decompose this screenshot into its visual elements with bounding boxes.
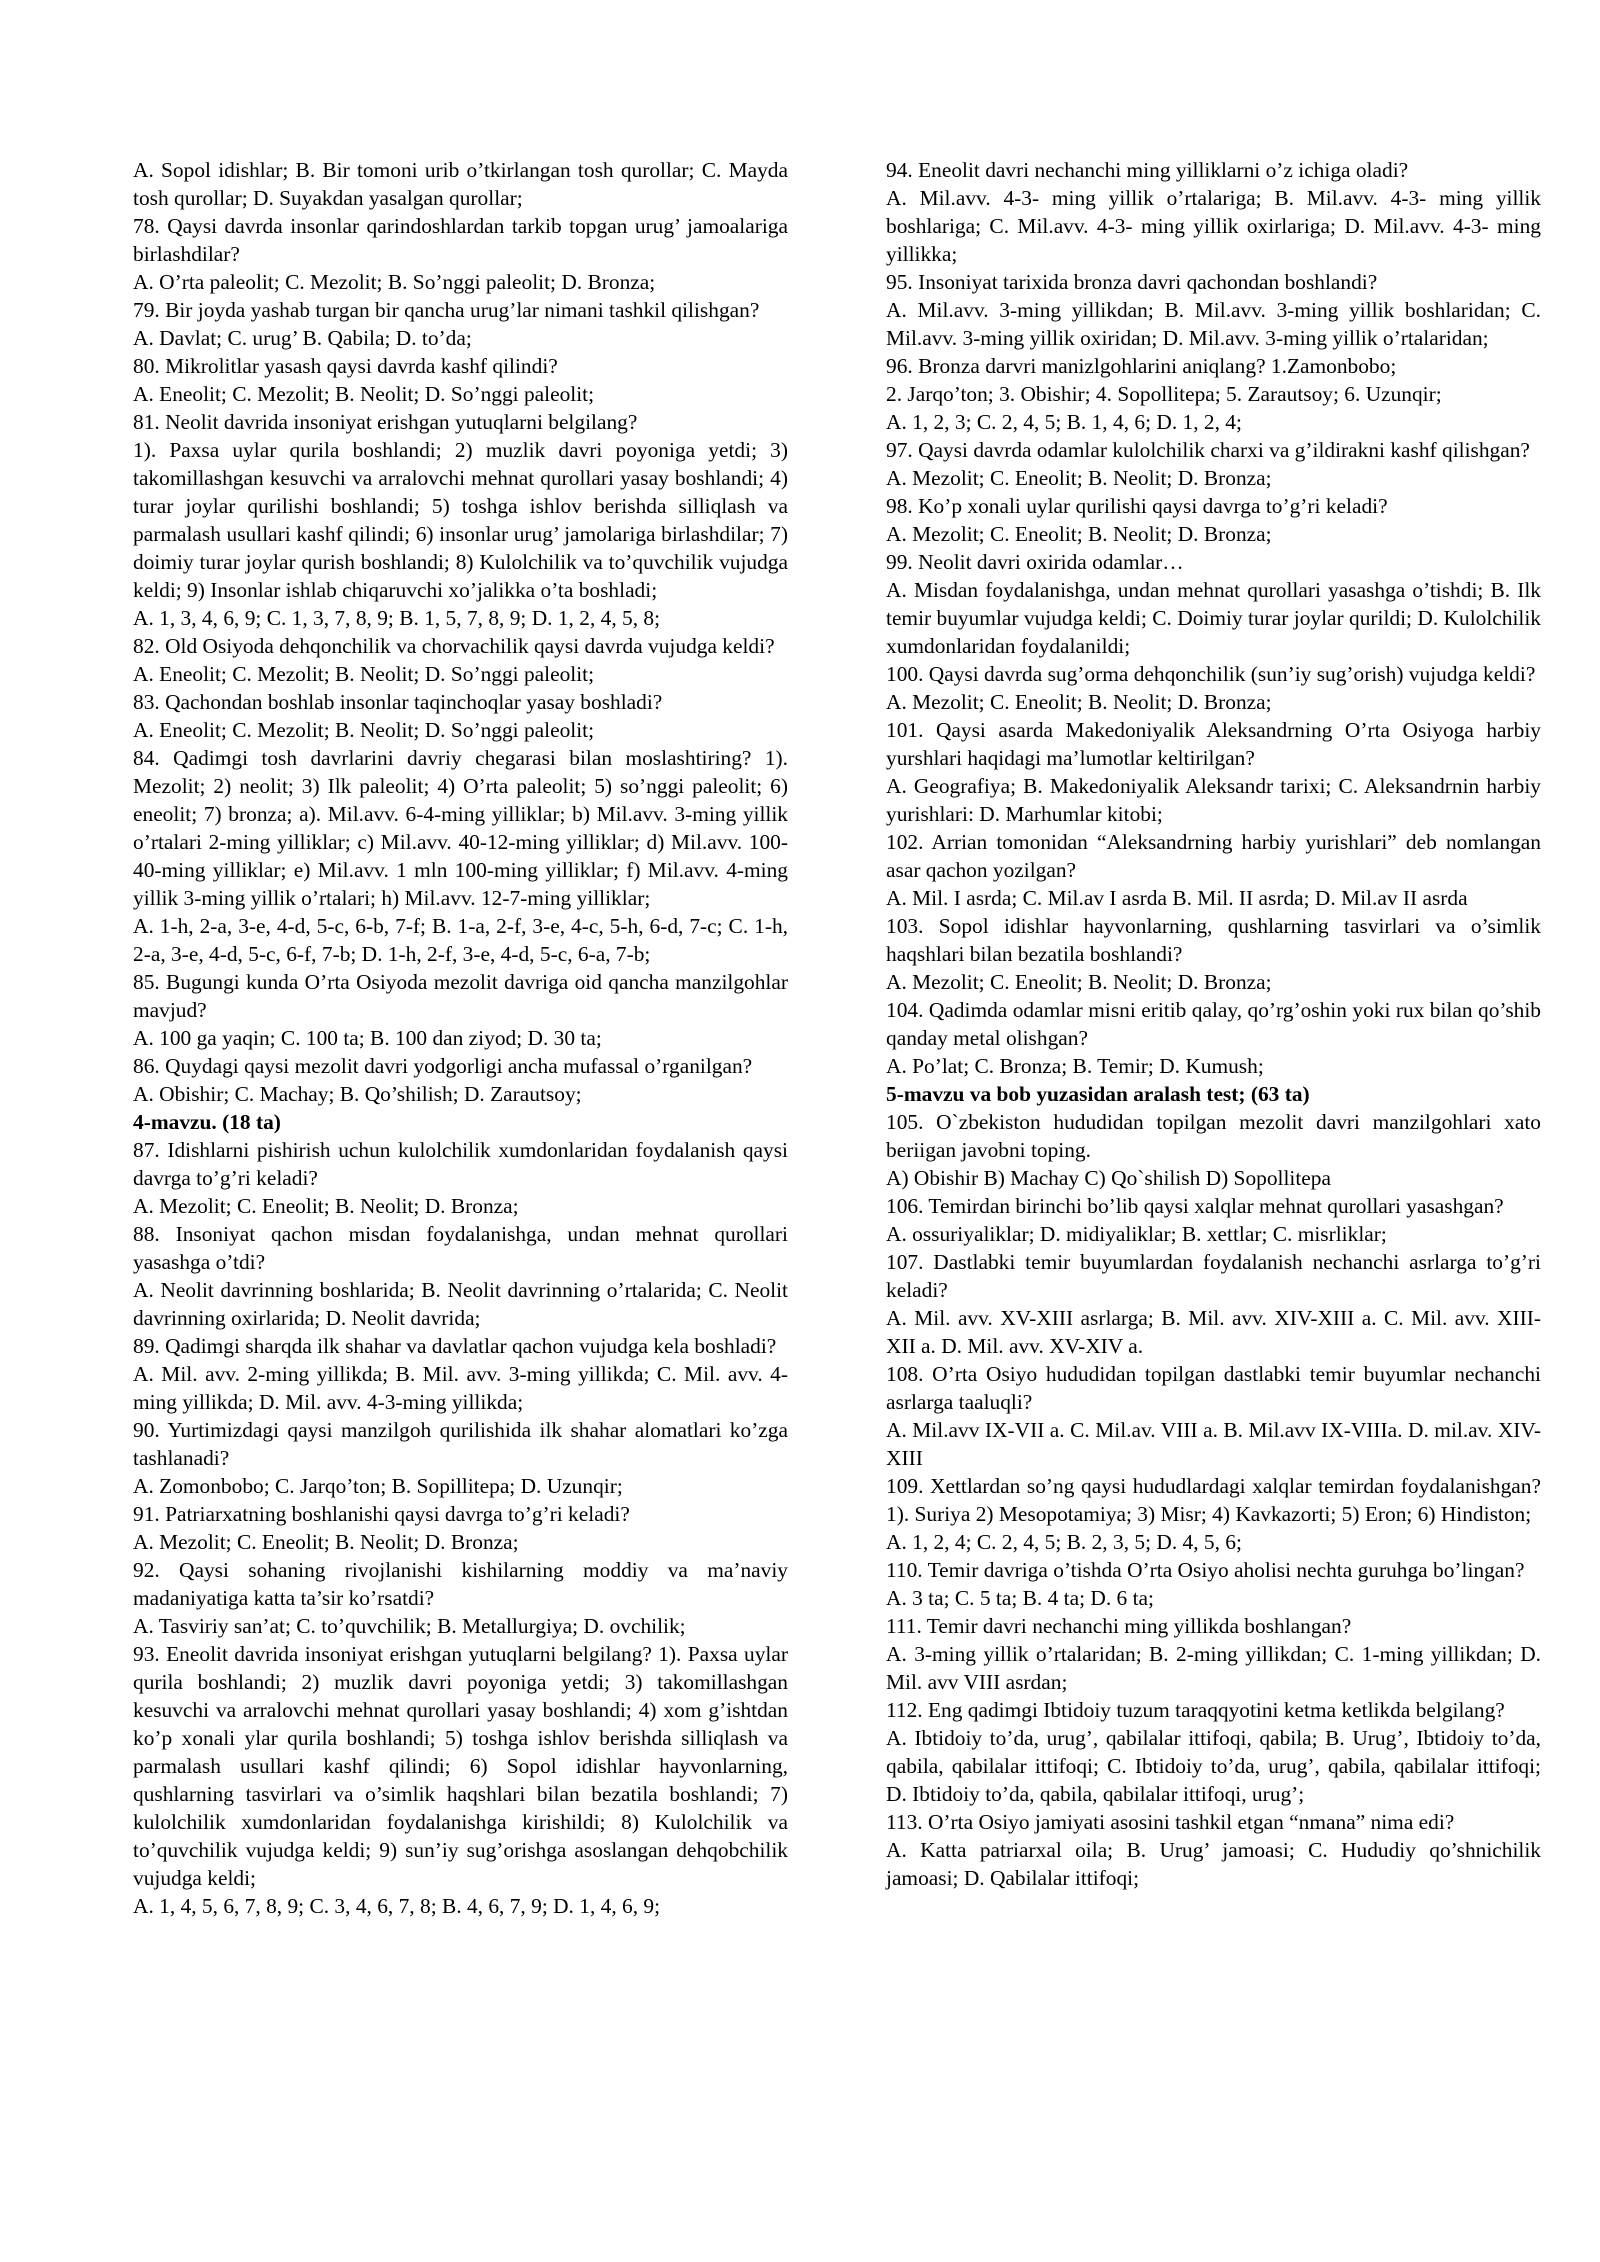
section-heading: 4-mavzu. (18 ta) — [133, 1110, 281, 1134]
question-text: A. 1, 4, 5, 6, 7, 8, 9; C. 3, 4, 6, 7, 8; B. 4, 6, 7, 9; D. 1, 4, 6, 9; — [133, 1894, 661, 1918]
question-text: A. 1, 2, 3; C. 2, 4, 5; B. 1, 4, 6; D. 1, 2, 4; — [886, 410, 1242, 434]
question-text: 92. Qaysi sohaning rivojlanishi kishilarning moddiy va ma’naviy madaniyatiga katta ta’sir ko’rsatdi? — [133, 1558, 788, 1610]
question-text: 104. Qadimda odamlar misni eritib qalay, qo’rg’oshin yoki rux bilan qo’shib qanday metal olishgan? — [886, 998, 1541, 1050]
section-heading: 5-mavzu va bob yuzasidan aralash test; (63 ta) — [886, 1082, 1310, 1106]
question-text: A. Mezolit; C. Eneolit; B. Neolit; D. Bronza; — [886, 970, 1272, 994]
question-text: 2. Jarqo’ton; 3. Obishir; 4. Sopollitepa; 5. Zarautsoy; 6. Uzunqir; — [886, 382, 1442, 406]
question-text: A. Mil.avv. 3-ming yillikdan; B. Mil.avv. 3-ming yillik boshlaridan; C. Mil.avv. 3-ming yillik oxiridan; D. Mil.avv. 3-ming yillik o’rtalaridan; — [886, 298, 1541, 350]
question-text: 106. Temirdan birinchi bo’lib qaysi xalqlar mehnat qurollari yasashgan? — [886, 1194, 1504, 1218]
question-text: 88. Insoniyat qachon misdan foydalanishga, undan mehnat qurollari yasashga o’tdi? — [133, 1222, 788, 1274]
question-text: A. Mil. avv. 2-ming yillikda; B. Mil. avv. 3-ming yillikda; C. Mil. avv. 4-ming yillikda; D. Mil. avv. 4-3-ming yillikda; — [133, 1362, 788, 1414]
question-text: A. Mezolit; C. Eneolit; B. Neolit; D. Bronza; — [886, 690, 1272, 714]
question-text: A. Mil. I asrda; C. Mil.av I asrda B. Mil. II asrda; D. Mil.av II asrda — [886, 886, 1468, 910]
question-text: A. 3-ming yillik o’rtalaridan; B. 2-ming yillikdan; C. 1-ming yillikdan; D. Mil. avv VIII asrdan; — [886, 1642, 1541, 1694]
question-text: A) Obishir B) Machay C) Qo`shilish D) Sopollitepa — [886, 1166, 1331, 1190]
question-text: 98. Ko’p xonali uylar qurilishi qaysi davrga to’g’ri keladi? — [886, 494, 1388, 518]
question-text: A. Ibtidoiy to’da, urug’, qabilalar ittifoqi, qabila; B. Urug’, Ibtidoiy to’da, qabila, qabilalar ittifoqi; C. Ibtidoiy to’da, urug’, qabila, qabilalar ittifoqi; D. Ibtidoiy to’da, qabila, qabilalar ittifoqi, urug’; — [886, 1726, 1541, 1806]
question-text: A. Zomonbobo; C. Jarqo’ton; B. Sopillitepa; D. Uzunqir; — [133, 1474, 623, 1498]
question-text: 109. Xettlardan so’ng qaysi hududlardagi xalqlar temirdan foydalanishgan? 1). Suriya 2) Mesopotamiya; 3) Misr; 4) Kavkazorti; 5) Eron; 6) Hindiston; — [886, 1474, 1541, 1526]
question-text: A. Mil.avv IX-VII a. C. Mil.av. VIII a. B. Mil.avv IX-VIIIa. D. mil.av. XIV-XIII — [886, 1418, 1541, 1470]
question-text: 113. O’rta Osiyo jamiyati asosini tashkil etgan “nmana” nima edi? — [886, 1810, 1455, 1834]
question-text: 94. Eneolit davri nechanchi ming yilliklarni o’z ichiga oladi? — [886, 158, 1409, 182]
question-text: A. O’rta paleolit; C. Mezolit; B. So’nggi paleolit; D. Bronza; — [133, 270, 656, 294]
question-text: A. Obishir; C. Machay; B. Qo’shilish; D. Zarautsoy; — [133, 1082, 582, 1106]
question-text: 103. Sopol idishlar hayvonlarning, qushlarning tasvirlari va o’simlik haqshlari bilan bezatila boshlandi? — [886, 914, 1541, 966]
question-text: A. Misdan foydalanishga, undan mehnat qurollari yasashga o’tishdi; B. Ilk temir buyumlar vujudga keldi; C. Doimiy turar joylar qurildi; D. Kulolchilik xumdonlaridan foydalanildi; — [886, 578, 1541, 658]
question-text: 80. Mikrolitlar yasash qaysi davrda kashf qilindi? — [133, 354, 558, 378]
question-text: A. Mezolit; C. Eneolit; B. Neolit; D. Bronza; — [133, 1194, 519, 1218]
question-text: 111. Temir davri nechanchi ming yillikda boshlangan? — [886, 1614, 1352, 1638]
question-text: A. Neolit davrinning boshlarida; B. Neolit davrinning o’rtalarida; C. Neolit davrinning oxirlarida; D. Neolit davrida; — [133, 1278, 788, 1330]
question-text: A. 1, 2, 4; C. 2, 4, 5; B. 2, 3, 5; D. 4, 5, 6; — [886, 1530, 1242, 1554]
question-text: A. 3 ta; C. 5 ta; B. 4 ta; D. 6 ta; — [886, 1586, 1154, 1610]
question-text: 102. Arrian tomonidan “Aleksandrning harbiy yurishlari” deb nomlangan asar qachon yozilgan? — [886, 830, 1541, 882]
question-text: 90. Yurtimizdagi qaysi manzilgoh qurilishida ilk shahar alomatlari ko’zga tashlanadi? — [133, 1418, 788, 1470]
question-text: A. Katta patriarxal oila; B. Urug’ jamoasi; C. Hududiy qo’shnichilik jamoasi; D. Qabilalar ittifoqi; — [886, 1838, 1541, 1890]
question-text: 105. O`zbekiston hududidan topilgan mezolit davri manzilgohlari xato beriigan javobni toping. — [886, 1110, 1541, 1162]
question-text: A. Po’lat; C. Bronza; B. Temir; D. Kumush; — [886, 1054, 1264, 1078]
question-text: 100. Qaysi davrda sug’orma dehqonchilik (sun’iy sug’orish) vujudga keldi? — [886, 662, 1536, 686]
question-text: 96. Bronza darvri manizlgohlarini aniqlang? 1.Zamonbobo; — [886, 354, 1397, 378]
question-text: A. Mezolit; C. Eneolit; B. Neolit; D. Bronza; — [886, 522, 1272, 546]
question-text: A. Mezolit; C. Eneolit; B. Neolit; D. Bronza; — [886, 466, 1272, 490]
question-text: A. 1-h, 2-a, 3-e, 4-d, 5-c, 6-b, 7-f; B. 1-a, 2-f, 3-e, 4-c, 5-h, 6-d, 7-c; C. 1-h, 2-a, 3-e, 4-d, 5-c, 6-f, 7-b; D. 1-h, 2-f, 3-e, 4-d, 5-c, 6-a, 7-b; — [133, 914, 788, 966]
question-text: 89. Qadimgi sharqda ilk shahar va davlatlar qachon vujudga kela boshladi? — [133, 1334, 777, 1358]
question-text: 93. Eneolit davrida insoniyat erishgan yutuqlarni belgilang? 1). Paxsa uylar qurila boshlandi; 2) muzlik davri poyoniga yetdi; 3) takomillashgan kesuvchi va arralovchi mehnat qurollari yasay boshlandi; 4) xom g’ishtdan ko’p xonali ylar qurila boshlandi; 5) toshga ishlov berishda silliqlash va parmalash usullari kashf qilindi; 6) Sopol idishlar hayvonlarning, qushlarning tasvirlari va o’simlik haqshlari bilan bezatila boshlandi; 7) kulolchilik xumdonlaridan foydalanishga kirishildi; 8) Kulolchilik va to’quvchilik vujudga keldi; 9) sun’iy sug’orishga asoslangan dehqobchilik vujudga keldi; — [133, 1642, 788, 1890]
right-column — [886, 156, 1541, 2262]
question-text: 81. Neolit davrida insoniyat erishgan yutuqlarni belgilang? — [133, 410, 638, 434]
question-text: 99. Neolit davri oxirida odamlar… — [886, 550, 1184, 574]
question-text: A. Mezolit; C. Eneolit; B. Neolit; D. Bronza; — [133, 1530, 519, 1554]
question-text: A. Tasviriy san’at; C. to’quvchilik; B. Metallurgiya; D. ovchilik; — [133, 1614, 686, 1638]
question-text: A. Sopol idishlar; B. Bir tomoni urib o’tkirlangan tosh qurollar; C. Mayda tosh qurollar; D. Suyakdan yasalgan qurollar; — [133, 158, 788, 210]
question-text: 85. Bugungi kunda O’rta Osiyoda mezolit davriga oid qancha manzilgohlar mavjud? — [133, 970, 788, 1022]
question-text: 83. Qachondan boshlab insonlar taqinchoqlar yasay boshladi? — [133, 690, 663, 714]
question-text: A. Davlat; C. urug’ B. Qabila; D. to’da; — [133, 326, 472, 350]
question-text: A. Eneolit; C. Mezolit; B. Neolit; D. So’nggi paleolit; — [133, 718, 595, 742]
question-text: 84. Qadimgi tosh davrlarini davriy chegarasi bilan moslashtiring? 1). Mezolit; 2) neolit; 3) Ilk paleolit; 4) O’rta paleolit; 5) so’nggi paleolit; 6) eneolit; 7) bronza; a). Mil.avv. 6-4-ming yilliklar; b) Mil.avv. 3-ming yillik o’rtalari 2-ming yilliklar; c) Mil.avv. 40-12-ming yilliklar; d) Mil.avv. 100-40-ming yilliklar; e) Mil.avv. 1 mln 100-ming yilliklar; f) Mil.avv. 4-ming yillik 3-ming yillik o’rtalari; h) Mil.avv. 12-7-ming yilliklar; — [133, 746, 788, 910]
question-text: 79. Bir joyda yashab turgan bir qancha urug’lar nimani tashkil qilishgan? — [133, 298, 760, 322]
question-text: 101. Qaysi asarda Makedoniyalik Aleksandrning O’rta Osiyoga harbiy yurshlari haqidagi ma’lumotlar keltirilgan? — [886, 718, 1541, 770]
question-text: A. ossuriyaliklar; D. midiyaliklar; B. xettlar; C. misrliklar; — [886, 1222, 1387, 1246]
left-column — [133, 156, 788, 2262]
question-text: A. Mil.avv. 4-3- ming yillik o’rtalariga; B. Mil.avv. 4-3- ming yillik boshlariga; C. Mil.avv. 4-3- ming yillik oxirlariga; D. Mil.avv. 4-3- ming yillikka; — [886, 186, 1541, 266]
question-text: 87. Idishlarni pishirish uchun kulolchilik xumdonlaridan foydalanish qaysi davrga to’g’ri keladi? — [133, 1138, 788, 1190]
question-text: 91. Patriarxatning boshlanishi qaysi davrga to’g’ri keladi? — [133, 1502, 630, 1526]
question-text: A. Mil. avv. XV-XIII asrlarga; B. Mil. avv. XIV-XIII a. C. Mil. avv. XIII-XII a. D. Mil. avv. XV-XIV a. — [886, 1306, 1541, 1358]
question-text: A. 100 ga yaqin; C. 100 ta; B. 100 dan ziyod; D. 30 ta; — [133, 1026, 602, 1050]
question-text: 86. Quydagi qaysi mezolit davri yodgorligi ancha mufassal o’rganilgan? — [133, 1054, 753, 1078]
question-text: 95. Insoniyat tarixida bronza davri qachondan boshlandi? — [886, 270, 1378, 294]
question-text: 78. Qaysi davrda insonlar qarindoshlardan tarkib topgan urug’ jamoalariga birlashdilar? — [133, 214, 788, 266]
question-text: 110. Temir davriga o’tishda O’rta Osiyo aholisi nechta guruhga bo’lingan? — [886, 1558, 1525, 1582]
question-text: A. Eneolit; C. Mezolit; B. Neolit; D. So’nggi paleolit; — [133, 662, 595, 686]
question-text: A. Geografiya; B. Makedoniyalik Aleksandr tarixi; C. Aleksandrnin harbiy yurishlari: D. Marhumlar kitobi; — [886, 774, 1541, 826]
question-text: 107. Dastlabki temir buyumlardan foydalanish nechanchi asrlarga to’g’ri keladi? — [886, 1250, 1541, 1302]
question-text: 1). Paxsa uylar qurila boshlandi; 2) muzlik davri poyoniga yetdi; 3) takomillashgan kesuvchi va arralovchi mehnat qurollari yasay boshlandi; 4) turar joylar qurilishi boshlandi; 5) toshga ishlov berishda silliqlash va parmalash usullari kashf qilindi; 6) insonlar urug’ jamolariga birlashdilar; 7) doimiy turar joylar qurish boshlandi; 8) Kulolchilik va to’quvchilik vujudga keldi; 9) Insonlar ishlab chiqaruvchi xo’jalikka o’ta boshladi; — [133, 438, 788, 602]
question-text: A. Eneolit; C. Mezolit; B. Neolit; D. So’nggi paleolit; — [133, 382, 595, 406]
question-text: 97. Qaysi davrda odamlar kulolchilik charxi va g’ildirakni kashf qilishgan? — [886, 438, 1530, 462]
question-text: 82. Old Osiyoda dehqonchilik va chorvachilik qaysi davrda vujudga keldi? — [133, 634, 775, 658]
question-text: 112. Eng qadimgi Ibtidoiy tuzum taraqqyotini ketma ketlikda belgilang? — [886, 1698, 1505, 1722]
question-text: 108. O’rta Osiyo hududidan topilgan dastlabki temir buyumlar nechanchi asrlarga taaluqli? — [886, 1362, 1541, 1414]
question-text: A. 1, 3, 4, 6, 9; C. 1, 3, 7, 8, 9; B. 1, 5, 7, 8, 9; D. 1, 2, 4, 5, 8; — [133, 606, 661, 630]
